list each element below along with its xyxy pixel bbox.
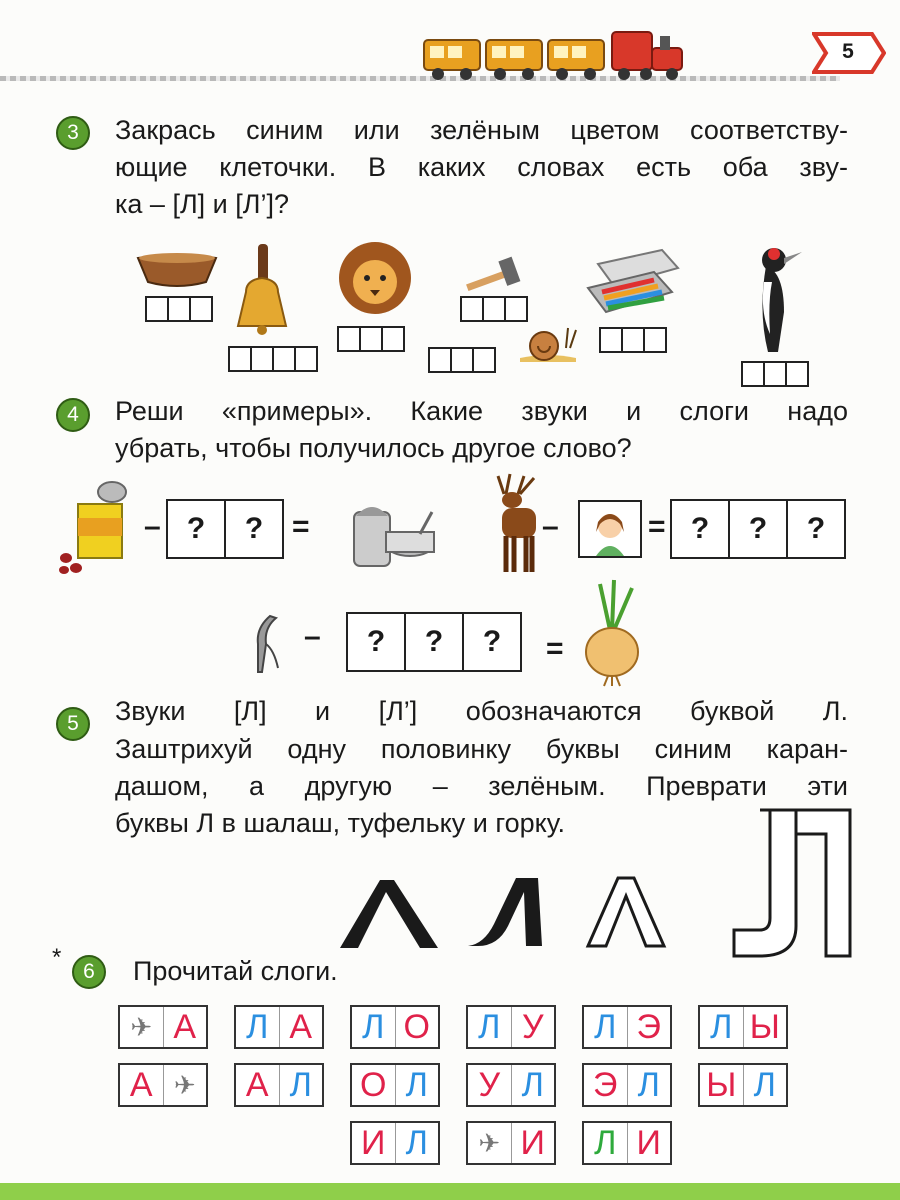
syllable-card bbox=[698, 1005, 788, 1049]
cells-snail[interactable] bbox=[428, 347, 496, 373]
cells-pencils[interactable] bbox=[599, 327, 667, 353]
answer-box-1[interactable]: ? ? bbox=[166, 499, 284, 559]
consonant-letter: Л bbox=[584, 1007, 628, 1047]
cells-lion[interactable] bbox=[337, 326, 405, 352]
task5-line3: дашом, а другую – зелёным. Преврати эти bbox=[115, 771, 848, 801]
vowel-letter: Ы bbox=[749, 1008, 780, 1046]
plane-icon: ✈ bbox=[173, 1070, 196, 1100]
cells-boat[interactable] bbox=[145, 296, 213, 322]
syllable-card bbox=[234, 1063, 324, 1107]
syllable-card bbox=[118, 1005, 208, 1049]
boat-icon bbox=[136, 248, 218, 290]
minus-sign: – bbox=[144, 510, 161, 543]
lion-icon bbox=[336, 238, 414, 318]
syllable-grid bbox=[118, 1005, 818, 1175]
consonant-letter: Л bbox=[405, 1066, 428, 1104]
syllable-card bbox=[698, 1063, 788, 1107]
plane-icon: ✈ bbox=[468, 1123, 512, 1163]
letter-l-block-icon bbox=[730, 808, 854, 960]
minus-sign: – bbox=[542, 510, 559, 543]
star-mark: * bbox=[52, 944, 62, 971]
vowel-letter: Э bbox=[584, 1065, 628, 1105]
consonant-letter: Л bbox=[352, 1007, 396, 1047]
task4-line1: Реши «примеры». Какие звуки и слоги надо bbox=[115, 396, 848, 426]
task-number-badge: 5 bbox=[56, 707, 90, 741]
girl-icon bbox=[578, 500, 642, 558]
syllable-card bbox=[118, 1063, 208, 1107]
letter-l-hill-icon bbox=[584, 872, 668, 950]
syllable-card bbox=[234, 1005, 324, 1049]
syllable-card bbox=[582, 1005, 672, 1049]
can-icon bbox=[58, 478, 142, 576]
consonant-letter: Л bbox=[236, 1007, 280, 1047]
cells-bell[interactable] bbox=[228, 346, 318, 372]
task5-line1: Звуки [Л] и [Л’] обозначаются буквой Л. bbox=[115, 696, 848, 726]
vowel-letter: О bbox=[352, 1065, 396, 1105]
consonant-letter: Л bbox=[521, 1066, 544, 1104]
plane-icon: ✈ bbox=[120, 1007, 164, 1047]
onion-icon bbox=[580, 576, 642, 688]
train-icon bbox=[420, 30, 690, 84]
letter-l-hut-icon bbox=[336, 878, 442, 950]
pencils-icon bbox=[584, 246, 682, 318]
task-number-badge: 3 bbox=[56, 116, 90, 150]
consonant-letter: Л bbox=[584, 1123, 628, 1163]
vowel-letter: И bbox=[520, 1124, 545, 1162]
syllable-card bbox=[350, 1005, 440, 1049]
task3-line1: Закрась синим или зелёным цветом соответству- bbox=[115, 115, 848, 145]
syllable-card bbox=[582, 1121, 672, 1165]
bottom-bar bbox=[0, 1183, 900, 1200]
task-number-badge: 6 bbox=[72, 955, 106, 989]
page-number: 5 bbox=[842, 40, 854, 63]
vowel-letter: А bbox=[236, 1065, 280, 1105]
syllable-card bbox=[350, 1121, 440, 1165]
salt-pepper-icon bbox=[350, 498, 436, 568]
task4-line2: убрать, чтобы получилось другое слово? bbox=[115, 433, 632, 463]
shoe-icon bbox=[236, 614, 296, 676]
task3-line2: ющие клеточки. В каких словах есть оба зву- bbox=[115, 152, 848, 182]
woodpecker-icon bbox=[744, 242, 804, 356]
deer-icon bbox=[484, 472, 544, 576]
consonant-letter: Л bbox=[637, 1066, 660, 1104]
minus-sign: – bbox=[304, 620, 321, 653]
vowel-letter: О bbox=[403, 1008, 430, 1046]
syllable-card bbox=[466, 1121, 556, 1165]
consonant-letter: Л bbox=[700, 1007, 744, 1047]
syllable-card bbox=[466, 1005, 556, 1049]
task3-line3: ка – [Л] и [Л’]? bbox=[115, 189, 289, 219]
vowel-letter: И bbox=[636, 1124, 661, 1162]
vowel-letter: А bbox=[289, 1008, 313, 1046]
vowel-letter: И bbox=[352, 1123, 396, 1163]
syllable-card bbox=[466, 1063, 556, 1107]
equals-sign: = bbox=[648, 510, 666, 543]
vowel-letter: А bbox=[173, 1008, 197, 1046]
syllable-card bbox=[350, 1063, 440, 1107]
consonant-letter: Л bbox=[753, 1066, 776, 1104]
consonant-letter: Л bbox=[468, 1007, 512, 1047]
task5-line4: буквы Л в шалаш, туфельку и горку. bbox=[115, 808, 566, 838]
letter-l-shoe-icon bbox=[464, 874, 560, 948]
vowel-letter: Ы bbox=[700, 1065, 744, 1105]
task6-title: Прочитай слоги. bbox=[133, 956, 338, 986]
task5-line2: Заштрихуй одну половинку буквы синим каран- bbox=[115, 734, 848, 764]
cells-woodpecker[interactable] bbox=[741, 361, 809, 387]
syllable-card bbox=[582, 1063, 672, 1107]
task-number-badge: 4 bbox=[56, 398, 90, 432]
equals-sign: = bbox=[546, 632, 564, 665]
snail-icon bbox=[518, 318, 580, 364]
equals-sign: = bbox=[292, 510, 310, 543]
answer-box-3[interactable]: ? ? ? bbox=[346, 612, 522, 672]
vowel-letter: У bbox=[521, 1008, 544, 1046]
vowel-letter: А bbox=[120, 1065, 164, 1105]
vowel-letter: Э bbox=[636, 1008, 661, 1046]
answer-box-2[interactable]: ? ? ? bbox=[670, 499, 846, 559]
consonant-letter: Л bbox=[405, 1124, 428, 1162]
consonant-letter: Л bbox=[289, 1066, 312, 1104]
vowel-letter: У bbox=[468, 1065, 512, 1105]
hammer-icon bbox=[460, 256, 526, 292]
bell-icon bbox=[232, 242, 292, 338]
